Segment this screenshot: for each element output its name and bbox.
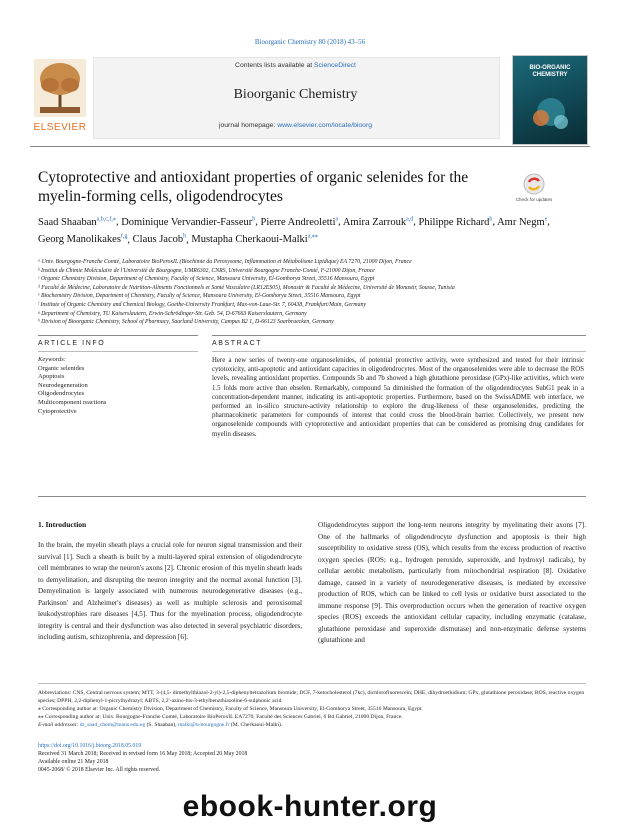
abstract-heading: ABSTRACT	[212, 340, 263, 347]
copyright: 0045-2068/ © 2018 Elsevier Inc. All rights reserved.	[38, 767, 161, 773]
author[interactable]: Saad Shaaban$^{a,b,c,f,⁎}$	[38, 216, 116, 228]
author[interactable]: Philippe Richard$^b$	[418, 216, 493, 228]
keyword: Apoptosis	[38, 373, 65, 381]
author[interactable]: Georg Manolikakes$^{f,g}$	[38, 233, 128, 245]
email-link[interactable]: malki@u-bourgogne.fr	[177, 722, 230, 728]
introduction-heading: 1. Introduction	[38, 520, 87, 529]
contents-line	[93, 62, 498, 69]
author[interactable]: Amira Zarrouk$^{a,d}$	[342, 216, 414, 228]
homepage-prefix: journal homepage:	[218, 122, 278, 129]
keywords	[38, 356, 198, 416]
article-title: Cytoprotective and antioxidant properties of organic selenides for the myelin-forming cells, oligodendrocytes	[38, 169, 469, 205]
keyword: Cytoprotective	[38, 407, 77, 415]
footnote-divider	[38, 683, 586, 684]
corresponding-author-1: ⁎ Corresponding author at: Organic Chemistry Division, Department of Chemistry, Faculty of Science, Mansoura University, El-Gomhorya Street, 35516 Mansoura, Egypt.	[38, 706, 423, 712]
email-addresses: E-mail addresses: dr_saad_chem@mans.edu.eg (S. Shaaban), malki@u-bourgogne.fr (M. Cherkaoui-Malki).	[38, 722, 283, 728]
footnotes	[38, 689, 586, 729]
corresponding-author-2: ⁎⁎ Corresponding author at: Univ. Bourgogne-Franche Comté, Laboratoire BioPeroxIL EA7270, Faculté des Sciences Gabriel, 6 Bd Gabriel, 21000 Dijon, France.	[38, 714, 403, 720]
homepage-link[interactable]: www.elsevier.com/locate/bioorg	[277, 122, 373, 129]
doi-link[interactable]: https://doi.org/10.1016/j.bioorg.2018.05.019	[38, 743, 142, 749]
affiliation: ᵉ Biochemistry Division, Department of Chemistry, Faculty of Science, Mansoura University, El-Gomhorya Street, 35516 Mansoura, Egypt	[38, 293, 361, 300]
sciencedirect-link[interactable]: ScienceDirect	[314, 62, 356, 69]
affiliation: ᵍ Department of Chemistry, TU Kaiserslautern, Erwin-Schrödinger-Str. Geb. 54, D-67663 Kaiserslautern, Germany	[38, 310, 307, 317]
keyword: Oligodendrocytes	[38, 390, 85, 398]
abstract-rule-top	[212, 335, 586, 336]
affiliation: ʰ Division of Bioorganic Chemistry, School of Pharmacy, Saarland University, Campus B2 1, D-66123 Saarbruecken, Germany	[38, 319, 334, 326]
author[interactable]: Pierre Andreoletti$^a$	[260, 216, 339, 228]
affiliation: ᵃ Univ. Bourgogne-Franche Comté, Laboratoire BioPeroxIL (Biochimie du Peroxysome, Inflammation et Métabolisme Lipidique) EA 7270, 21000 Dijon, France	[38, 259, 412, 265]
article-info-heading: ARTICLE INFO	[38, 340, 106, 347]
introduction-column-1: In the brain, the myelin sheath plays a crucial role for neuron signal transmission and their survival [1]. Such a sheath is built by a multi-layered spiral extension of oligodendrocyte cell membranes to wrap the neuron's axons [2]. Chronic erosion of this myelin sheath leads to demyelination, and disrupting the neuron integrity and the normal axonal function [3]. Demyelination is largely associated with numerous neurodegenerative diseases (e.g., Parkinson' and Alzheimer's diseases) as well as multiple sclerosis and peroxisomal leukodystrophies rare diseases [4,5]. Thus for the myelination process, oligodendrocyte integrity is central and their dysfunction was also detected in several psychiatric disorders, including autism, schizophrenia, and depression [6].	[38, 541, 302, 641]
keyword: Neurodegeneration	[38, 381, 88, 389]
elsevier-wordmark: ELSEVIER	[33, 122, 87, 133]
keywords-label: Keywords:	[38, 356, 66, 363]
abbreviations: Abbreviations: CNS, Central nervous system; MTT, 3-(4,5- dimethylthiazol-2-yl)-2,5-diphenyltetrazolium bromide; DCF, 7-ketocholesterol (7kc), dichlorofluorescein; DHE, dihydroethidium; GPx, glutathione peroxidase; ROS, reactive oxygen species; DPPH, 2,2-diphenyl-1-picrylhydrazyl; ABTS, 2,2′-azino-bis-3-ethylbenzthiazoline-6-sulphonic acid	[38, 690, 585, 704]
journal-name: Bioorganic Chemistry	[233, 87, 358, 102]
affiliation: ᶠ Institute of Organic Chemistry and Chemical Biology, Goethe-University Frankfurt, Max-von-Laue-Str. 7, 60438, Frankfurt/Main, Germany	[38, 301, 366, 308]
article-info-rule-top	[38, 335, 198, 336]
affiliation: ᶜ Organic Chemistry Division, Department of Chemistry, Faculty of Science, Mansoura University, El-Gomhorya Street, 35516 Mansoura, Egypt	[38, 276, 375, 283]
contents-prefix: Contents lists available at	[235, 62, 315, 69]
affiliation: ᵈ Faculté de Médecine, Laboratoire de Nutrition-Aliments Fonctionnels et Santé Vasculaire (LR12ES05), Monastir & Faculté de Médecine, Université de Monastir, Sousse, Tunisia	[38, 284, 455, 291]
received-dates: Received 31 March 2018; Received in revised form 16 May 2018; Accepted 20 May 2018	[38, 751, 248, 757]
author[interactable]: Claus Jacob$^h$	[132, 233, 187, 245]
journal-reference-link[interactable]: Bioorganic Chemistry 80 (2018) 43–56	[254, 38, 366, 46]
author[interactable]: Amr Negm$^e$	[497, 216, 548, 228]
watermark: ebook-hunter.org	[182, 790, 438, 823]
affiliation: ᵇ Institut de Chimie Moléculaire de l'Université de Bourgogne, UMR6302, CNRS, Université Bourgogne Franche-Comté, F-21000 Dijon, France	[38, 267, 375, 274]
abstract-text: Here a new series of twenty-one organoselenides, of potential protective activity, were synthesized and tested for their intrinsic cytotoxicity, anti-apoptotic and antioxidant capacities in oligodendrocytes. Most of the organoselenides were able to decrease the ROS levels, revealing antioxidant properties. Compounds 5b and 7b showed a high glutathione peroxidase (GPx)-like activities, which were 1.5 folds more active than ebselen. Remarkably, compound 5a diminished the formation of the oligodendrocytes SubG1 peak in a concentration-dependent manner, indicating its anti-apoptotic properties. Furthermore, based on the SwissADME web interface, we performed an in-silico structure-activity relationship to explore the drug-likeness of these organoselenides, predicting the pharmacokinetic parameters for compounds of interest that could cross the blood-brain barrier. Collectively, we present new organoselenide compounds with cytoprotective and antioxidant properties that can be considered as promising drug candidates for myelin diseases.	[212, 357, 584, 438]
keyword: Multicomponent reactions	[38, 398, 107, 406]
publication-metadata	[38, 742, 438, 774]
article-info-rule-bottom	[38, 351, 198, 352]
author[interactable]: Mustapha Cherkaoui-Malki$^{a,⁎⁎}$	[191, 233, 318, 245]
email-link[interactable]: dr_saad_chem@mans.edu.eg	[79, 722, 146, 728]
affiliations	[38, 258, 578, 327]
check-for-updates-label: Check for updates	[515, 197, 553, 202]
abstract-end-rule	[38, 496, 586, 497]
cover-title: BIO-ORGANIC CHEMISTRY	[529, 65, 571, 78]
available-online: Available online 21 May 2018	[38, 759, 109, 765]
journal-homepage	[93, 122, 498, 129]
author-list: Saad Shaaban$^{a,b,c,f,⁎}$, Dominique Vervandier-Fasseur$^b$, Pierre Andreoletti$^a$, Amira Zarrouk$^{a,d}$, Philippe Richard$^b$, Amr Negm$^e$, Georg Manolikakes$^{f,g}$, Claus Jacob$^h$, Mustapha Cherkaoui-Malki$^{a,⁎⁎}$	[38, 216, 550, 245]
author[interactable]: Dominique Vervandier-Fasseur$^b$	[121, 216, 256, 228]
introduction-column-2: Oligodendrocytes support the long-term neurons integrity by myelinating their axons [7]. One of the hallmarks of oligodendrocyte dysfunction and apoptosis is their high susceptibility to oxidative stress (OS), which results from the excess production of reactive oxygen species (ROS; e.g., hydrogen peroxide, superoxide, and hydroxyl radicals), by cellular aerobic metabolism, particularly from mitochondrial respiration [8]. Oxidative damage, caused in a variety of neurodegenerative diseases, is mediated by excessive production of ROS, which can be linked to cell lysis or oxidative burst associated to the immune response [9]. This overproduction occurs when the generation of reactive oxygen species (ROS) exceeds the antioxidant cellular capacity, including enzymatic (catalase, glutathione peroxidase and superoxide dismutase) and non-enzymatic defense systems (glutathione and	[318, 521, 586, 644]
keyword: Organic selenides	[38, 364, 85, 372]
abstract-rule-bottom	[212, 351, 586, 352]
header-divider	[30, 146, 590, 147]
